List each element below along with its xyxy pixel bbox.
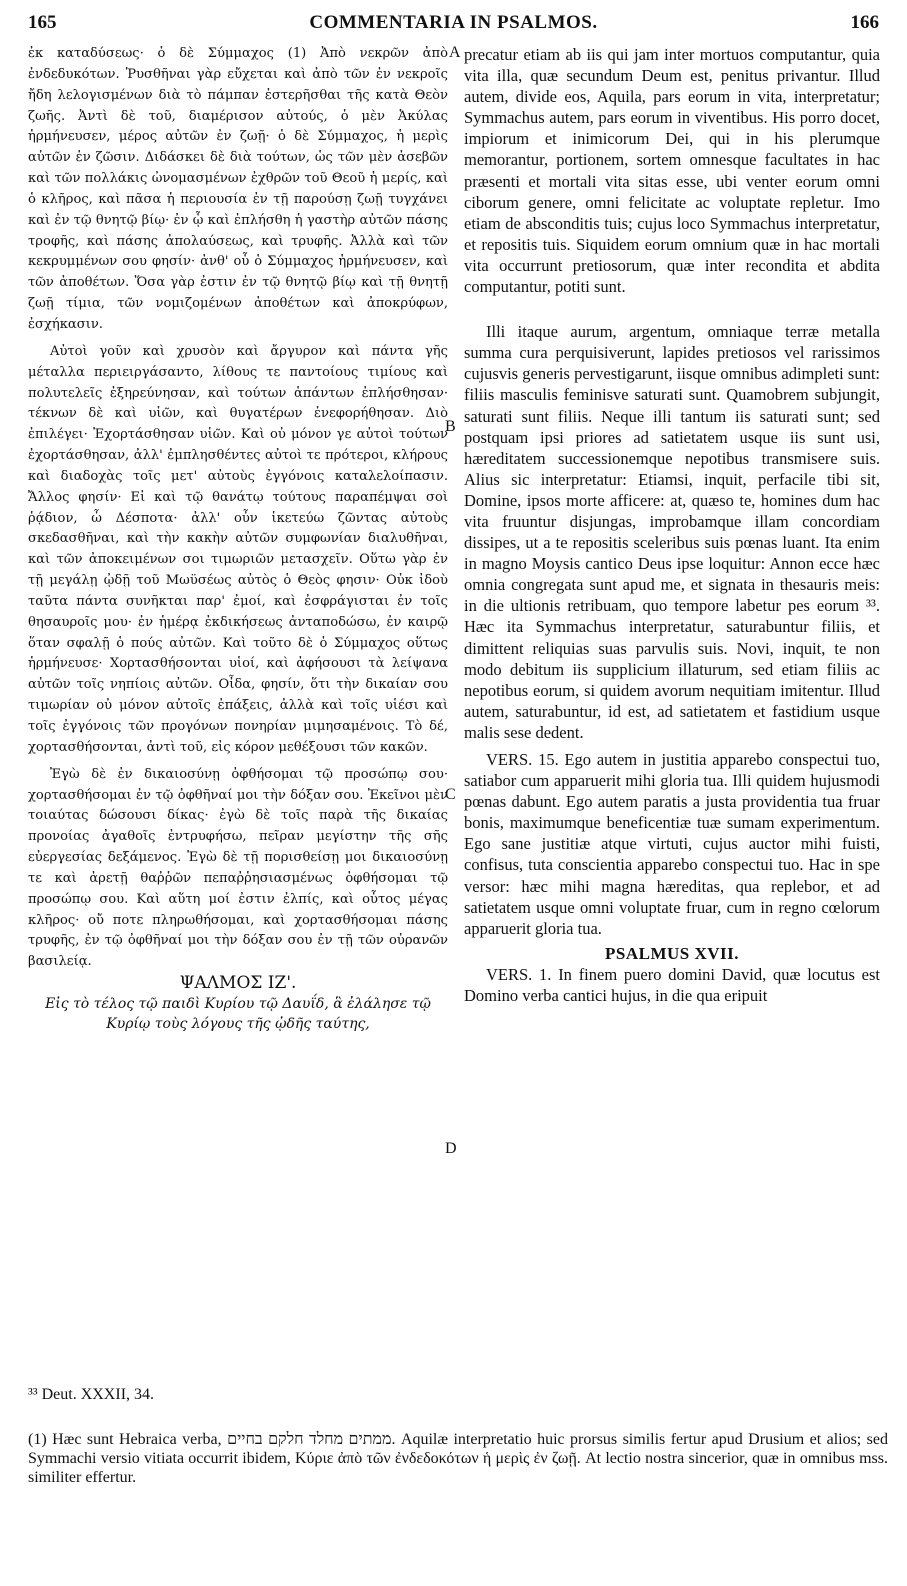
page-number-right: 166: [850, 12, 879, 33]
greek-psalm-title: Εἰς τὸ τέλος τῷ παιδὶ Κυρίου τῷ Δαυΐδ, ἃ ἐλάλησε τῷ Κυρίῳ τοὺς λόγους τῆς ᾠδῆς ταύτης,: [45, 995, 431, 1032]
running-title: COMMENTARIA IN PSALMOS.: [309, 12, 598, 33]
greek-paragraph-1: ἐκ καταδύσεως· ὁ δὲ Σύμμαχος (1) Ἀπὸ νεκρῶν ἀπὸ ἐνδεδυκότων. Ῥυσθῆναι γὰρ εὔχεται καὶ ἀπὸ τῶν ἐν νεκροῖς ἤδη λελογισμένων διὰ τὸ πάμπαν ἐστερῆσθαι τῆς κατὰ Θεὸν ζωῆς. Ἀντὶ δὲ τοῦ, διαμέρισον αὐτούς, ὁ μὲν Ἀκύλας ἡρμήνευσεν, μέρος αὐτῶν ἐν ζωῇ· ὁ δὲ Σύμμαχος, ἡ μερὶς αὐτῶν ἐν ζῶσιν. Διδάσκει δὲ διὰ τούτων, ὡς τῶν μὲν ἀσεβῶν καὶ τῶν πολλάκις ὠνομασμένων ἐχθρῶν τοῦ Θεοῦ ἡ μερίς, καὶ ὁ κλῆρος, καὶ πᾶσα ἡ περιουσία ἐν τῇ παρούσῃ ζωῇ τυγχάνει καὶ ἐν τῷ θνητῷ βίῳ· ἐν ᾧ καὶ ἐπλήσθη ἡ γαστὴρ αὐτῶν πάσης τροφῆς, καὶ πάσης ἀπολαύσεως, καὶ τρυφῆς. Ἀλλὰ καὶ τῶν κεκρυμμένων σου φησίν· ἀνθ' οὗ ὁ Σύμμαχος ἡρμήνευσεν, καὶ τῶν ἀποθέτων. Ὅσα γὰρ ἐστιν ἐν τῷ θνητῷ βίῳ καὶ τῇ θνητῇ ζωῇ τίμια, τῶν νομιζομένων ἀποθέτων καὶ ἀποκρύφων, ἐσχήκασιν.: [28, 46, 448, 332]
section-marker-b: B: [445, 418, 456, 435]
footnote-reference: ³³ Deut. XXXII, 34.: [28, 1386, 155, 1403]
latin-column: [464, 44, 880, 1006]
section-marker-d: D: [445, 1140, 457, 1157]
section-marker-a: A: [449, 44, 461, 61]
page-number-left: 165: [28, 12, 57, 33]
latin-paragraph-2: Illi itaque aurum, argentum, omniaque terræ metalla summa cura perquisiverunt, lapides pretiosos vel rarissimos cujusvis generis pervestigarunt, iisque omnibus adimpleti sunt: filiis masculis feminisve saturati sunt. Quamobrem subjungit, saturati sunt filiis. Neque illi tantum iis saturati sunt; sed postquam ipsi priores ad satietatem usque iis sunt usi, hæreditatem successionemque nepotibus transmisere suis. Alius sic interpretatur: Etiamsi, inquit, perfacile tibi sit, Domine, ipsos morte afficere: at, quæso te, homines dum hac vita fruuntur disjungas, improbamque illam concordiam dissipes, ut a te repositis sceleribus suis pœnas luant. Ita enim in magno Moysis cantico Deus ipse loquitur: Annon ecce hæc omnia congregata sunt apud me, et signata in thesauris meis: in die ultionis retribuam, quo tempore labetur pes eorum ³³. Hæc ita Symmachus interpretatur, saturabuntur filiis, et dimittent reliquias suas parvulis suis. Novi, inquit, te non modo debitum iis supplicium illaturum, sed etiam filiis ac nepotibus eorum, si quidem avorum nequitiam imitentur. Illud autem, saturabuntur, id est, ad satietatem et fastidium usque malis sese dedent.: [464, 322, 880, 742]
greek-paragraph-3: Ἐγὼ δὲ ἐν δικαιοσύνῃ ὀφθήσομαι τῷ προσώπῳ σου· χορτασθήσομαι ἐν τῷ ὀφθῆναί μοι τὴν δόξαν σου. Ἐκεῖνοι μὲν τοιαύτας δώσουσι δίκας· ἐγὼ δὲ τοῖς παρὰ τῆς δικαίας προνοίας ἀγαθοῖς ἐντρυφήσω, πεῖραν μεγίστην τῆς σῆς εὐεργεσίας δεξάμενος. Ἐγὼ δὲ τῇ πορισθείσῃ μοι δικαιοσύνῃ τε καὶ ἀρετῇ θαῤῥῶν πεπαῤῥησιασμένως ὀφθήσομαι τῷ προσώπῳ σου. Καὶ αὕτη μοί ἐστιν ἐλπίς, καὶ οὗτος μέγας κλῆρος· οὔ ποτε πληρωθήσομαι, καὶ χορτασθήσομαι πάσης τρυφῆς, ἐν τῷ ὀφθῆναί μοι τὴν δόξαν σου ἐν τῇ τῶν οὐρανῶν βασιλείᾳ.: [28, 766, 448, 970]
page-header: [0, 0, 907, 40]
latin-psalm-heading: PSALMUS XVII.: [604, 943, 740, 963]
footnote-note: (1) Hæc sunt Hebraica verba, ממתים מחלד חלקם בחיים. Aquilæ interpretatio huic prorsus similis fertur apud Drusium et alios; sed Symmachi versio vitiata occurrit ibidem, Κύριε ἀπὸ τῶν ἐνδεδοκότων ἡ μερὶς ἐν ζωῇ. At lectio nostra sincerior, quæ in omnibus mss. similiter effertur.: [28, 1431, 889, 1486]
latin-paragraph-1: precatur etiam ab iis qui jam inter mortuos computantur, quia vita illa, quæ secundum Deum est, penitus privantur. Illud autem, divide eos, Aquila, pars eorum in vita, interpretatur; Symmachus autem, pars eorum in viventibus. His porro docet, impiorum et inimicorum Dei, qui in his plerumque memorantur, portionem, sortem omnesque facultates in hac præsenti et mortali vita sitas esse, ubi venter eorum omni ciborum genere, omni felicitate ac voluptate repletur. Imo etiam de absconditis tuis; cujus loco Symmachus interpretatur, et repositis tuis. Siquidem eorum omnium quæ in hac mortali vita occurrunt pretiosorum, quæ inter recondita et abdita computantur, potiti sunt.: [464, 45, 880, 297]
greek-psalm-heading: ΨΑΛΜΟΣ ΙΖ'.: [179, 973, 297, 994]
greek-column: [28, 44, 448, 1034]
latin-paragraph-4: VERS. 1. In finem puero domini David, quæ locutus est Domino verba cantici hujus, in die qua eripuit: [464, 964, 880, 1006]
latin-paragraph-3: VERS. 15. Ego autem in justitia apparebo conspectui tuo, satiabor cum apparuerit mihi gloria tua. Illi quidem hujusmodi pœnas dabunt. Ego autem paratis a justa providentia tua fruar bonis, maximumque beneficentiæ tuæ sumam experimentum. Ego sane justitiæ atque virtuti, cujus auctor mihi fuisti, confisus, tuta conscientia apparebo conspectui tuo. Hac in spe versor: hæc mihi magna hæreditas, qua replebor, et ad satietatem usque omni voluptate fruar, cum in regno cœlorum apparuerit gloria tua.: [464, 750, 880, 938]
greek-paragraph-2: Αὐτοὶ γοῦν καὶ χρυσὸν καὶ ἄργυρον καὶ πάντα γῆς μέταλλα περιειργάσαντο, λίθους τε παντοίους τιμίους καὶ πολυτελεῖς ἐξηρεύνησαν, καὶ τούτων ἁπάντων ἐπλήσθησαν· τέκνων δὲ καὶ υἱῶν, καὶ θυγατέρων ἐνεφορήθησαν. Διὸ ἐπιλέγει· Ἐχορτάσθησαν υἱῶν. Καὶ οὐ μόνον γε αὐτοὶ τούτων ἐχορτάσθησαν, ἀλλ' ἐμπλησθέντες αὐτοὶ τε πρότεροι, κλήρους καὶ διαδοχὰς τοῖς μετ' αὐτοὺς ἐγγόνοις καταλελοίπασιν. Ἄλλος φησίν· Εἰ καὶ τῷ θανάτῳ τούτους παραπέμψαι σοὶ ῥᾴδιον, ὦ Δέσποτα· ἀλλ' οὖν ἱκετεύω ζῶντας αὐτοὺς σκεδασθῆναι, καὶ τὴν κακὴν αὐτῶν συμφωνίαν διαλυθῆναι, καὶ τῶν ἀποκειμένων σοι τιμωριῶν μετασχεῖν. Οὕτω γὰρ ἐν τῇ μεγάλῃ ᾠδῇ τοῦ Μωϋσέως αὐτὸς ὁ Θεὸς φησιν· Οὐκ ἰδοὺ ταῦτα πάντα συνῆκται παρ' ἐμοί, καὶ ἐσφράγισται ἐν τοῖς θησαυροῖς μου· ἐν ἡμέρᾳ ἐκδικήσεως ἀνταποδώσω, ἐν καιρῷ ὅταν σφαλῇ ὁ πούς αὐτῶν. Καὶ τοῦτο δὲ ὁ Σύμμαχος οὕτως ἡρμήνευσε· Χορτασθήσονται υἱοί, καὶ ἀφήσουσι τὰ λείψανα αὐτῶν τοῖς νηπίοις αὐτῶν. Οἶδα, φησίν, ὅτι τὴν δικαίαν σου τιμωρίαν οὐ μόνον αὐτοῖς ἐπάξεις, ἀλλὰ καὶ τοῖς υἱέσι καὶ τοῖς ἐγγόνοις τῶν προγόνων πονηρίαν μιμησαμένοις. Τὸ δέ, χορτασθήσονται, ἀντὶ τοῦ, εἰς κόρον μεθέξουσι τῶν κακῶν.: [28, 343, 448, 755]
section-marker-c: C: [445, 786, 456, 803]
